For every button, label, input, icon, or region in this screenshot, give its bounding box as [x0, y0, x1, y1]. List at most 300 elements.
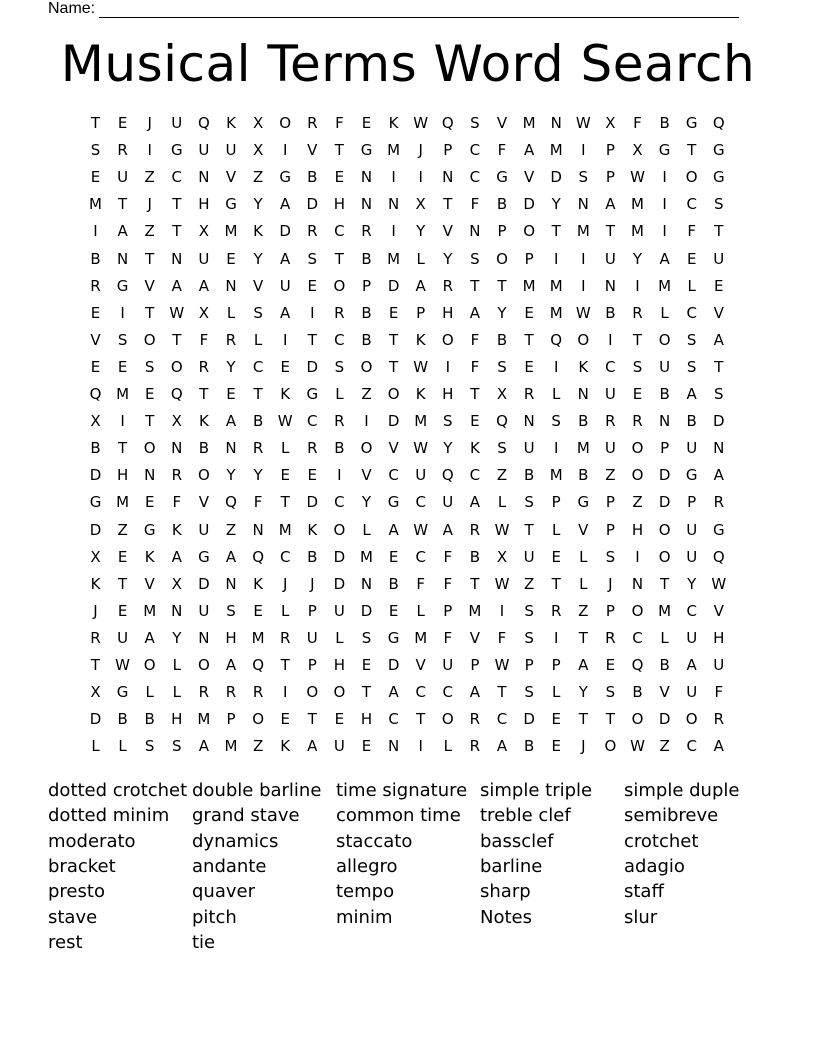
grid-letter: D — [198, 574, 210, 593]
grid-letter: V — [361, 466, 372, 485]
grid-letter: X — [632, 141, 643, 160]
grid-letter: M — [549, 466, 563, 485]
grid-letter: D — [306, 195, 319, 214]
grid-letter: M — [197, 710, 211, 729]
grid-letter: N — [225, 574, 237, 593]
grid-letter: Q — [496, 412, 508, 431]
grid-letter: A — [280, 303, 291, 322]
grid-letter: E — [334, 168, 345, 187]
grid-letter: T — [605, 710, 615, 729]
grid-letter: B — [605, 303, 616, 322]
grid-letter: T — [280, 493, 290, 512]
grid-letter: I — [581, 141, 586, 160]
grid-letter: O — [441, 330, 454, 349]
grid-letter: G — [306, 385, 319, 403]
grid-letter: J — [581, 737, 586, 756]
grid-letter: M — [116, 385, 130, 403]
grid-letter: M — [522, 276, 536, 295]
word-item: staff — [624, 881, 664, 903]
grid-letter: L — [416, 249, 425, 268]
grid-letter: Z — [578, 601, 589, 620]
grid-letter: U — [686, 547, 698, 566]
grid-letter: D — [360, 601, 373, 620]
grid-letter: N — [360, 195, 373, 214]
grid-letter: I — [635, 547, 640, 566]
grid-letter: V — [442, 222, 453, 241]
grid-letter: T — [660, 574, 670, 593]
grid-letter: D — [306, 357, 319, 376]
grid-letter: T — [172, 330, 182, 349]
grid-letter: C — [469, 466, 481, 485]
grid-letter: K — [171, 520, 182, 539]
grid-letter: G — [712, 520, 725, 539]
grid-letter: I — [147, 141, 152, 160]
grid-letter: G — [577, 493, 590, 512]
grid-letter: V — [496, 114, 508, 132]
grid-letter: T — [578, 710, 588, 729]
grid-letter: S — [524, 628, 534, 647]
grid-letter: Q — [441, 466, 454, 485]
grid-letter: E — [605, 656, 616, 674]
grid-letter: E — [117, 601, 128, 620]
grid-letter: P — [443, 601, 453, 620]
grid-letter: L — [579, 574, 588, 593]
word-item: stave — [48, 906, 98, 928]
grid-letter: I — [553, 249, 559, 268]
grid-letter: I — [418, 168, 423, 187]
grid-letter: I — [553, 357, 559, 376]
grid-letter: T — [605, 222, 615, 241]
grid-letter: S — [470, 114, 480, 132]
grid-letter: O — [441, 710, 454, 729]
grid-letter: R — [632, 303, 643, 322]
grid-letter: P — [551, 656, 561, 674]
grid-letter: I — [282, 330, 288, 349]
grid-letter: U — [686, 683, 698, 702]
grid-letter: R — [713, 710, 725, 729]
grid-letter: H — [360, 710, 373, 729]
word-item: simple duple — [624, 780, 740, 801]
grid-letter: U — [333, 737, 345, 756]
grid-letter: T — [334, 249, 344, 268]
grid-letter: T — [551, 574, 561, 593]
grid-letter: U — [333, 601, 345, 620]
grid-letter: X — [252, 114, 264, 132]
letter-grid — [82, 110, 742, 765]
grid-letter: U — [713, 249, 725, 268]
grid-letter: M — [658, 276, 672, 295]
grid-letter: H — [442, 385, 454, 403]
grid-letter: D — [387, 276, 400, 295]
word-item: sharp — [480, 881, 531, 903]
grid-letter: Q — [550, 330, 563, 349]
grid-letter: N — [225, 439, 237, 458]
grid-letter: G — [116, 683, 129, 702]
grid-letter: C — [632, 628, 643, 647]
grid-letter: O — [360, 357, 373, 376]
grid-letter: O — [387, 385, 400, 403]
grid-letter: O — [658, 330, 671, 349]
grid-letter: I — [364, 412, 369, 431]
grid-letter: O — [360, 439, 373, 458]
grid-letter: B — [361, 303, 372, 322]
grid-letter: P — [416, 303, 426, 322]
grid-letter: A — [469, 493, 481, 512]
grid-letter: R — [334, 303, 345, 322]
grid-letter: P — [307, 656, 317, 674]
grid-letter: Y — [497, 303, 507, 322]
word-item: rest — [48, 931, 83, 953]
grid-letter: M — [631, 222, 644, 241]
grid-letter: O — [631, 439, 644, 458]
grid-letter: W — [630, 737, 645, 756]
grid-letter: D — [713, 412, 725, 431]
grid-letter: P — [524, 249, 534, 268]
grid-letter: P — [361, 276, 372, 295]
grid-letter: I — [310, 303, 315, 322]
grid-letter: D — [658, 466, 671, 485]
grid-letter: Y — [361, 493, 372, 512]
grid-letter: S — [605, 547, 616, 566]
grid-letter: G — [658, 141, 671, 160]
grid-letter: P — [497, 222, 507, 241]
grid-letter: U — [659, 357, 671, 376]
grid-letter: N — [604, 276, 616, 295]
grid-letter: S — [172, 737, 182, 756]
grid-letter: B — [686, 412, 697, 431]
grid-letter: H — [631, 520, 644, 539]
word-item: Notes — [480, 906, 532, 928]
grid-letter: S — [307, 249, 318, 268]
grid-letter: R — [279, 628, 291, 647]
grid-letter: J — [147, 195, 152, 214]
grid-letter: W — [630, 168, 645, 187]
grid-letter: N — [171, 601, 183, 620]
grid-letter: N — [252, 520, 264, 539]
grid-letter: X — [90, 547, 101, 566]
grid-letter: Z — [144, 222, 155, 241]
grid-letter: C — [686, 303, 697, 322]
grid-letter: I — [391, 168, 396, 187]
grid-letter: F — [172, 493, 182, 512]
grid-letter: Z — [659, 737, 670, 756]
grid-letter: L — [552, 683, 561, 702]
grid-letter: Z — [605, 466, 616, 485]
grid-letter: B — [469, 547, 481, 566]
grid-letter: H — [116, 466, 129, 485]
grid-letter: P — [226, 710, 236, 729]
grid-letter: L — [497, 493, 507, 512]
grid-letter: Q — [712, 114, 725, 132]
grid-letter: C — [334, 493, 345, 512]
grid-letter: M — [468, 601, 482, 620]
grid-letter: M — [522, 114, 536, 132]
grid-letter: I — [282, 683, 288, 702]
grid-letter: B — [523, 466, 535, 485]
grid-letter: K — [469, 439, 480, 458]
grid-letter: E — [388, 303, 399, 322]
grid-letter: Q — [252, 547, 264, 566]
grid-letter: Q — [89, 385, 102, 403]
grid-letter: T — [118, 439, 128, 458]
grid-letter: X — [171, 574, 182, 593]
grid-letter: K — [415, 330, 426, 349]
grid-letter: X — [415, 195, 426, 214]
grid-letter: C — [605, 357, 616, 376]
grid-letter: T — [172, 222, 182, 241]
word-item: semibreve — [624, 805, 719, 827]
grid-letter: T — [714, 222, 724, 241]
grid-letter: T — [687, 141, 697, 160]
grid-letter: I — [662, 222, 667, 241]
grid-letter: N — [225, 276, 237, 295]
grid-letter: O — [197, 656, 210, 674]
word-item: common time — [336, 805, 461, 827]
grid-letter: T — [497, 276, 507, 295]
grid-letter: S — [361, 628, 372, 647]
grid-letter: N — [116, 249, 129, 268]
grid-letter: V — [198, 493, 210, 512]
grid-letter: I — [445, 357, 451, 376]
grid-letter: M — [414, 412, 428, 431]
grid-letter: U — [306, 628, 318, 647]
grid-letter: B — [307, 168, 318, 187]
grid-letter: S — [714, 385, 724, 403]
grid-letter: I — [662, 195, 667, 214]
grid-letter: L — [91, 737, 100, 756]
grid-letter: R — [605, 628, 616, 647]
grid-letter: R — [334, 412, 345, 431]
grid-letter: R — [252, 683, 264, 702]
grid-letter: L — [362, 520, 371, 539]
grid-letter: S — [524, 683, 534, 702]
grid-letter: N — [577, 195, 589, 214]
grid-letter: M — [576, 439, 590, 458]
grid-letter: N — [198, 628, 210, 647]
grid-letter: Y — [253, 466, 263, 485]
grid-letter: D — [89, 710, 102, 729]
grid-letter: R — [117, 141, 128, 160]
grid-letter: C — [334, 222, 345, 241]
grid-letter: M — [360, 547, 373, 566]
grid-letter: B — [523, 737, 535, 756]
grid-letter: E — [280, 710, 290, 729]
grid-letter: U — [198, 141, 210, 160]
grid-letter: T — [389, 357, 399, 376]
grid-letter: F — [199, 330, 209, 349]
grid-letter: P — [605, 493, 615, 512]
grid-letter: V — [659, 683, 670, 702]
grid-letter: M — [89, 195, 102, 214]
grid-letter: Q — [225, 493, 237, 512]
grid-letter: R — [550, 601, 562, 620]
grid-letter: W — [575, 114, 591, 132]
name-field — [48, 0, 748, 20]
word-item: presto — [48, 881, 105, 903]
grid-letter: A — [578, 656, 589, 674]
grid-letter: F — [335, 114, 344, 132]
grid-letter: E — [361, 656, 372, 674]
grid-letter: A — [144, 628, 155, 647]
grid-letter: T — [199, 385, 209, 403]
grid-letter: S — [551, 412, 561, 431]
grid-letter: P — [605, 141, 615, 160]
grid-letter: U — [686, 520, 698, 539]
grid-letter: V — [252, 276, 264, 295]
grid-letter: I — [553, 439, 559, 458]
grid-letter: N — [144, 466, 156, 485]
grid-letter: U — [415, 466, 427, 485]
grid-letter: D — [89, 466, 102, 485]
grid-letter: S — [144, 737, 155, 756]
grid-letter: O — [685, 168, 698, 187]
grid-letter: U — [686, 628, 698, 647]
grid-letter: L — [172, 656, 181, 674]
grid-letter: H — [333, 656, 346, 674]
grid-letter: M — [278, 520, 292, 539]
grid-letter: A — [388, 520, 399, 539]
grid-letter: D — [333, 547, 346, 566]
grid-letter: D — [523, 710, 535, 729]
grid-letter: I — [337, 466, 342, 485]
grid-letter: D — [523, 195, 535, 214]
grid-letter: K — [578, 357, 589, 376]
grid-letter: A — [496, 737, 508, 756]
grid-letter: E — [226, 249, 236, 268]
grid-letter: P — [524, 656, 534, 674]
grid-letter: O — [523, 222, 535, 241]
grid-letter: I — [282, 141, 288, 160]
grid-letter: T — [416, 710, 426, 729]
grid-letter: N — [360, 574, 373, 593]
grid-letter: R — [90, 276, 101, 295]
grid-letter: F — [470, 357, 480, 376]
grid-letter: W — [494, 574, 510, 593]
grid-letter: L — [172, 683, 181, 702]
grid-letter: G — [712, 141, 725, 160]
grid-letter: X — [198, 222, 210, 241]
grid-letter: M — [631, 195, 644, 214]
grid-letter: E — [524, 303, 534, 322]
grid-letter: L — [552, 520, 561, 539]
grid-letter: A — [171, 276, 182, 295]
grid-letter: Z — [632, 493, 643, 512]
grid-letter: L — [281, 439, 290, 458]
grid-letter: F — [253, 493, 263, 512]
grid-letter: B — [90, 249, 101, 268]
grid-letter: U — [198, 520, 210, 539]
grid-letter: A — [469, 683, 481, 702]
grid-letter: O — [197, 466, 210, 485]
grid-letter: T — [90, 114, 101, 132]
grid-letter: F — [443, 547, 453, 566]
grid-letter: S — [117, 330, 128, 349]
word-item: grand stave — [192, 805, 300, 827]
grid-letter: T — [145, 249, 155, 268]
grid-letter: S — [253, 303, 263, 322]
grid-letter: B — [361, 330, 372, 349]
grid-letter: M — [576, 222, 590, 241]
grid-letter: G — [712, 168, 725, 187]
grid-letter: Z — [361, 385, 372, 403]
grid-letter: T — [118, 574, 128, 593]
grid-letter: R — [307, 439, 318, 458]
grid-letter: R — [225, 683, 237, 702]
grid-letter: I — [499, 601, 505, 620]
word-item: tempo — [336, 881, 395, 903]
grid-letter: Y — [687, 574, 697, 593]
grid-letter: D — [658, 710, 671, 729]
grid-letter: A — [686, 385, 697, 403]
grid-letter: G — [685, 466, 698, 485]
grid-letter: I — [581, 249, 586, 268]
grid-letter: T — [280, 656, 290, 674]
word-item: time signature — [336, 780, 468, 801]
grid-letter: P — [551, 493, 561, 512]
grid-letter: B — [578, 412, 589, 431]
grid-letter: F — [687, 222, 696, 241]
grid-letter: C — [415, 493, 426, 512]
grid-letter: H — [198, 195, 210, 214]
grid-letter: E — [524, 357, 534, 376]
grid-letter: O — [252, 710, 264, 729]
grid-letter: K — [415, 385, 426, 403]
grid-letter: O — [143, 330, 156, 349]
grid-letter: T — [389, 330, 399, 349]
grid-letter: N — [360, 168, 373, 187]
grid-letter: B — [90, 439, 101, 458]
grid-letter: K — [144, 547, 155, 566]
grid-letter: U — [604, 439, 616, 458]
grid-letter: L — [660, 303, 669, 322]
grid-letter: T — [172, 195, 182, 214]
grid-letter: N — [171, 439, 183, 458]
word-item: pitch — [192, 906, 237, 928]
grid-letter: L — [416, 601, 425, 620]
grid-letter: X — [171, 412, 182, 431]
grid-letter: O — [685, 710, 698, 729]
grid-letter: Z — [144, 168, 155, 187]
grid-letter: U — [442, 656, 454, 674]
grid-letter: S — [686, 357, 697, 376]
grid-letter: R — [90, 628, 101, 647]
grid-letter: P — [443, 141, 453, 160]
grid-letter: T — [307, 710, 317, 729]
grid-letter: V — [307, 141, 318, 160]
grid-letter: E — [253, 601, 263, 620]
grid-letter: O — [631, 710, 644, 729]
grid-letter: E — [117, 547, 128, 566]
grid-letter: E — [470, 412, 480, 431]
grid-letter: M — [549, 303, 563, 322]
grid-letter: T — [578, 628, 588, 647]
grid-letter: F — [443, 574, 453, 593]
grid-letter: R — [442, 276, 454, 295]
word-item: quaver — [192, 881, 255, 903]
grid-letter: O — [143, 656, 156, 674]
grid-letter: X — [496, 385, 508, 403]
grid-letter: Q — [441, 114, 454, 132]
grid-letter: S — [524, 493, 534, 512]
grid-letter: A — [117, 222, 128, 241]
word-item: allegro — [336, 855, 398, 877]
grid-letter: I — [662, 168, 667, 187]
grid-letter: B — [252, 412, 264, 431]
grid-letter: R — [307, 222, 318, 241]
grid-letter: D — [89, 520, 102, 539]
grid-letter: N — [198, 168, 210, 187]
grid-letter: Y — [253, 195, 263, 214]
